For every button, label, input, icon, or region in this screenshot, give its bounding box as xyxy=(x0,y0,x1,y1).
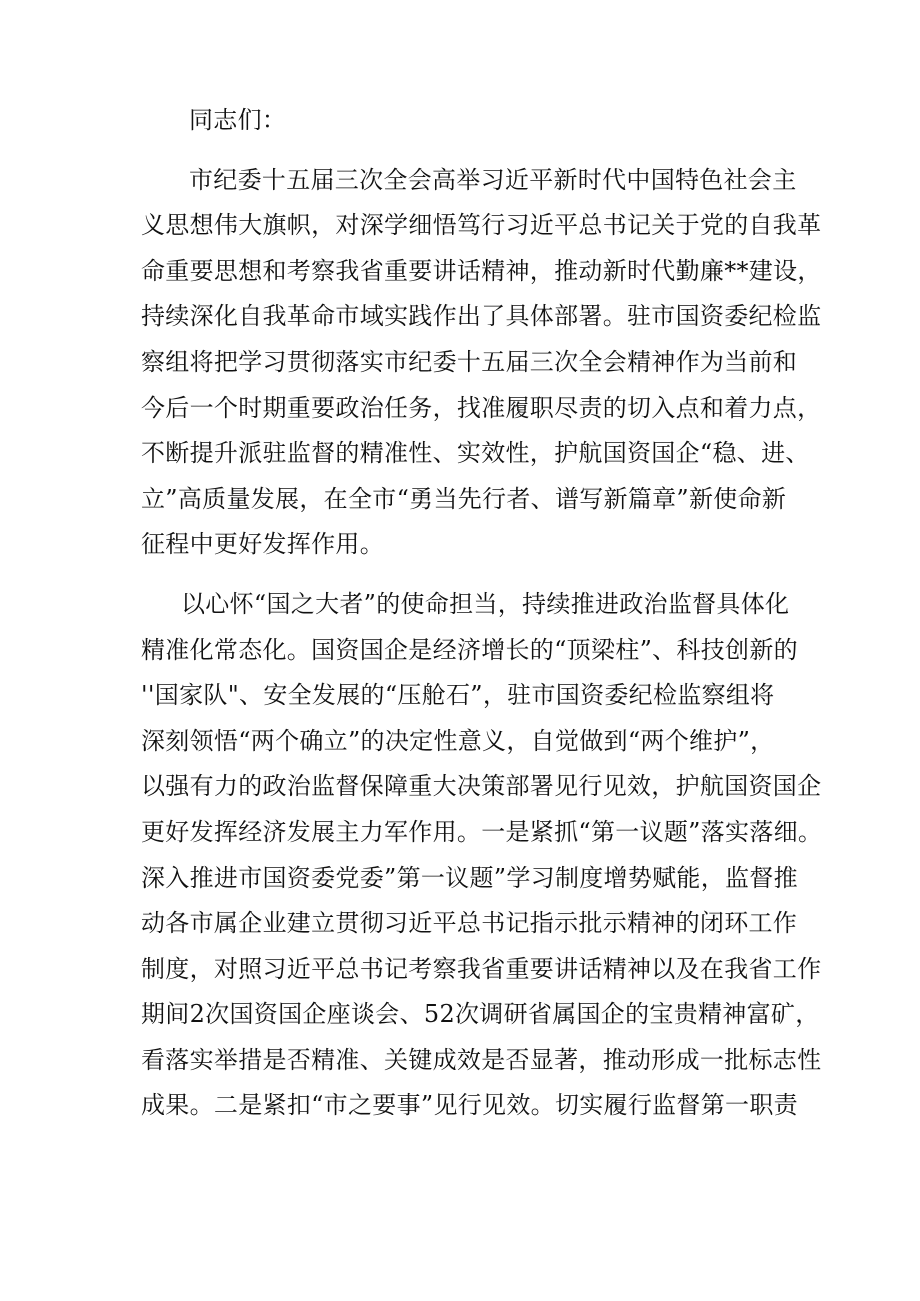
paragraph-2-line-9: 制度，对照习近平总书记考察我省重要讲话精神以及在我省工作 xyxy=(141,954,822,983)
paragraph-2-line-3: ''国家队"、安全发展的“压舱石”，驻市国资委纪检监察组将 xyxy=(141,681,775,710)
paragraph-1-line-2: 义思想伟大旗帜，对深学细悟笃行习近平总书记关于党的自我革 xyxy=(141,211,822,240)
paragraph-1-line-9: 征程中更好发挥作用。 xyxy=(141,530,384,559)
paragraph-2-line-4: 深刻领悟“两个确立”的决定性意义，自觉做到“两个维护”， xyxy=(141,726,775,755)
paragraph-2-line-2: 精准化常态化。国资国企是经济增长的“顶梁柱”、科技创新的 xyxy=(141,635,798,664)
paragraph-1 xyxy=(141,158,822,568)
paragraph-2-line-8: 动各市属企业建立贯彻习近平总书记指示批示精神的闭环工作 xyxy=(141,909,798,938)
paragraph-2-line-5: 以强有力的政治监督保障重大决策部署见行见效，护航国资国企 xyxy=(141,772,822,801)
document-body xyxy=(141,98,823,1129)
paragraph-2-line-6: 更好发挥经济发展主力军作用。一是紧抓“第一议题”落实落细。 xyxy=(141,817,823,846)
paragraph-1-line-7: 不断提升派驻监督的精准性、实效性，护航国资国企“稳、进、 xyxy=(141,439,810,468)
paragraph-1-line-4: 持续深化自我革命市域实践作出了具体部署。驻市国资委纪检监 xyxy=(141,302,822,331)
paragraph-1-line-3: 命重要思想和考察我省重要讲话精神，推动新时代勤廉**建设， xyxy=(141,256,822,285)
paragraph-2-line-1: 以心怀“国之大者”的使命担当，持续推进政治监督具体化 xyxy=(181,589,790,618)
paragraph-1-line-1: 市纪委十五届三次全会高举习近平新时代中国特色社会主 xyxy=(189,165,797,194)
paragraph-2 xyxy=(141,582,823,1129)
paragraph-2-line-7: 深入推进市国资委党委”第一议题”学习制度增势赋能，监督推 xyxy=(141,863,798,892)
paragraph-2-line-10: 期间2次国资国企座谈会、52次调研省属国企的宝贵精神富矿， xyxy=(141,1000,820,1029)
paragraph-2-line-11: 看落实举措是否精准、关键成效是否显著，推动形成一批标志性 xyxy=(141,1045,822,1074)
paragraph-1-line-8: 立”高质量发展，在全市“勇当先行者、谱写新篇章”新使命新 xyxy=(141,484,787,513)
paragraph-1-line-6: 今后一个时期重要政治任务，找准履职尽责的切入点和着力点， xyxy=(141,393,822,422)
salutation: 同志们： xyxy=(189,106,287,134)
paragraph-2-line-12: 成果。二是紧扣“市之要事”见行见效。切实履行监督第一职责 xyxy=(141,1091,798,1120)
paragraph-gap xyxy=(141,144,783,158)
paragraph-gap xyxy=(141,568,783,582)
paragraph-1-line-5: 察组将把学习贯彻落实市纪委十五届三次全会精神作为当前和 xyxy=(141,347,798,376)
